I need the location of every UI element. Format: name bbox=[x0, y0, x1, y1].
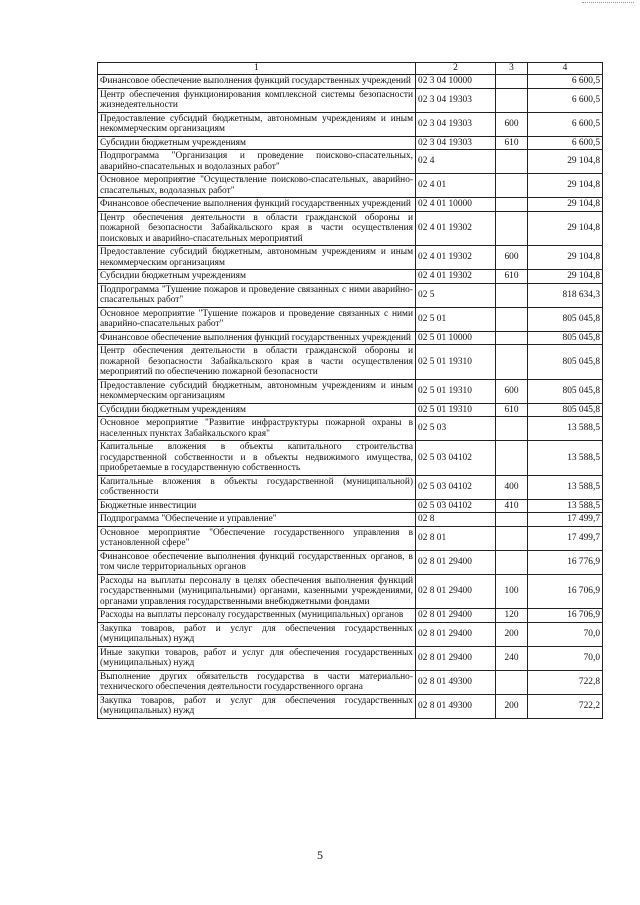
row-kvr: 400 bbox=[496, 475, 528, 499]
row-sum: 6 600,5 bbox=[528, 75, 603, 89]
header-col-4: 4 bbox=[528, 63, 603, 75]
row-sum: 805 045,8 bbox=[528, 379, 603, 403]
row-sum: 29 104,8 bbox=[528, 270, 603, 284]
table-row bbox=[98, 150, 603, 174]
row-sum: 805 045,8 bbox=[528, 403, 603, 417]
row-code: 02 8 01 29400 bbox=[416, 609, 496, 623]
table-row bbox=[98, 513, 603, 527]
row-kvr bbox=[496, 75, 528, 89]
row-name: Основное мероприятие "Осуществление поисково-спасательных, аварийно-спасательных, водолазных работ" bbox=[98, 174, 416, 198]
table-row bbox=[98, 694, 603, 718]
row-name: Основное мероприятие "Обеспечение государственного управления в установленной сфере" bbox=[98, 526, 416, 550]
row-code: 02 8 01 29400 bbox=[416, 574, 496, 609]
table-row bbox=[98, 136, 603, 150]
row-sum: 70,0 bbox=[528, 646, 603, 670]
row-kvr bbox=[496, 526, 528, 550]
row-sum: 13 588,5 bbox=[528, 417, 603, 441]
row-kvr bbox=[496, 670, 528, 694]
row-name: Основное мероприятие "Тушение пожаров и проведение связанных с ними аварийно-спасательных работ" bbox=[98, 307, 416, 331]
table-body bbox=[98, 75, 603, 719]
row-name: Закупка товаров, работ и услуг для обеспечения государственных (муниципальных) нужд bbox=[98, 694, 416, 718]
table-row bbox=[98, 379, 603, 403]
table-row bbox=[98, 670, 603, 694]
row-name: Предоставление субсидий бюджетным, автономным учреждениям и иным некоммерческим организациям bbox=[98, 246, 416, 270]
row-code: 02 4 01 bbox=[416, 174, 496, 198]
row-name: Расходы на выплаты персоналу государственных (муниципальных) органов bbox=[98, 609, 416, 623]
row-sum: 818 634,3 bbox=[528, 283, 603, 307]
row-name: Основное мероприятие "Развитие инфраструктуры пожарной охраны в населенных пунктах Забайкальского края" bbox=[98, 417, 416, 441]
row-kvr: 610 bbox=[496, 270, 528, 284]
row-code: 02 3 04 19303 bbox=[416, 88, 496, 112]
row-name: Подпрограмма "Тушение пожаров и проведение связанных с ними аварийно-спасательных работ" bbox=[98, 283, 416, 307]
row-code: 02 8 01 29400 bbox=[416, 550, 496, 574]
row-code: 02 5 bbox=[416, 283, 496, 307]
row-sum: 805 045,8 bbox=[528, 331, 603, 345]
row-sum: 13 588,5 bbox=[528, 475, 603, 499]
row-sum: 13 588,5 bbox=[528, 499, 603, 513]
row-kvr bbox=[496, 513, 528, 527]
row-sum: 13 588,5 bbox=[528, 441, 603, 476]
row-sum: 6 600,5 bbox=[528, 112, 603, 136]
row-kvr bbox=[496, 198, 528, 212]
table-row bbox=[98, 403, 603, 417]
row-sum: 29 104,8 bbox=[528, 246, 603, 270]
row-code: 02 5 01 19310 bbox=[416, 379, 496, 403]
row-code: 02 3 04 10000 bbox=[416, 75, 496, 89]
row-name: Субсидии бюджетным учреждениям bbox=[98, 270, 416, 284]
table-row bbox=[98, 475, 603, 499]
row-kvr bbox=[496, 417, 528, 441]
header-col-3: 3 bbox=[496, 63, 528, 75]
row-code: 02 8 bbox=[416, 513, 496, 527]
row-name: Субсидии бюджетным учреждениям bbox=[98, 136, 416, 150]
row-name: Закупка товаров, работ и услуг для обеспечения государственных (муниципальных) нужд bbox=[98, 622, 416, 646]
row-code: 02 5 01 bbox=[416, 307, 496, 331]
row-code: 02 5 01 19310 bbox=[416, 403, 496, 417]
row-kvr: 410 bbox=[496, 499, 528, 513]
row-code: 02 5 03 bbox=[416, 417, 496, 441]
row-kvr bbox=[496, 550, 528, 574]
row-kvr bbox=[496, 307, 528, 331]
row-code: 02 4 bbox=[416, 150, 496, 174]
table-row bbox=[98, 499, 603, 513]
row-kvr bbox=[496, 441, 528, 476]
table-row bbox=[98, 307, 603, 331]
row-name: Капитальные вложения в объекты капитального строительства государственной собственности и в объекты недвижимого имущества, приобретаемые в государственную собственность bbox=[98, 441, 416, 476]
row-code: 02 4 01 19302 bbox=[416, 246, 496, 270]
table-row bbox=[98, 345, 603, 380]
row-code: 02 8 01 49300 bbox=[416, 670, 496, 694]
corner-mark bbox=[582, 2, 634, 3]
table-row bbox=[98, 270, 603, 284]
row-sum: 16 706,9 bbox=[528, 574, 603, 609]
row-sum: 70,0 bbox=[528, 622, 603, 646]
row-kvr: 240 bbox=[496, 646, 528, 670]
table-row bbox=[98, 88, 603, 112]
table-row bbox=[98, 646, 603, 670]
row-code: 02 5 03 04102 bbox=[416, 475, 496, 499]
row-kvr bbox=[496, 283, 528, 307]
row-kvr bbox=[496, 88, 528, 112]
table-row bbox=[98, 622, 603, 646]
row-code: 02 5 03 04102 bbox=[416, 499, 496, 513]
row-kvr: 600 bbox=[496, 112, 528, 136]
row-code: 02 4 01 19302 bbox=[416, 211, 496, 246]
table-row bbox=[98, 246, 603, 270]
row-code: 02 5 03 04102 bbox=[416, 441, 496, 476]
row-code: 02 8 01 29400 bbox=[416, 646, 496, 670]
row-kvr bbox=[496, 150, 528, 174]
row-code: 02 3 04 19303 bbox=[416, 112, 496, 136]
row-name: Подпрограмма "Обеспечение и управление" bbox=[98, 513, 416, 527]
row-code: 02 5 01 19310 bbox=[416, 345, 496, 380]
page-number: 5 bbox=[317, 848, 323, 862]
row-sum: 722,8 bbox=[528, 670, 603, 694]
row-name: Предоставление субсидий бюджетным, автономным учреждениям и иным некоммерческим организациям bbox=[98, 379, 416, 403]
row-name: Финансовое обеспечение выполнения функций государственных органов, в том числе территориальных органов bbox=[98, 550, 416, 574]
table-row bbox=[98, 174, 603, 198]
row-name: Подпрограмма "Организация и проведение поисково-спасательных, аварийно-спасательных и водолазных работ" bbox=[98, 150, 416, 174]
table-row bbox=[98, 417, 603, 441]
row-kvr: 100 bbox=[496, 574, 528, 609]
row-name: Расходы на выплаты персоналу в целях обеспечения выполнения функций государственными (муниципальными) органами, казенными учреждениями, органами управления государственными внебюджетными фондами bbox=[98, 574, 416, 609]
row-name: Центр обеспечения функционирования комплексной системы безопасности жизнедеятельности bbox=[98, 88, 416, 112]
row-kvr bbox=[496, 174, 528, 198]
row-sum: 6 600,5 bbox=[528, 88, 603, 112]
table-row bbox=[98, 441, 603, 476]
row-sum: 6 600,5 bbox=[528, 136, 603, 150]
row-kvr bbox=[496, 331, 528, 345]
row-code: 02 8 01 49300 bbox=[416, 694, 496, 718]
row-name: Иные закупки товаров, работ и услуг для обеспечения государственных (муниципальных) нужд bbox=[98, 646, 416, 670]
table-row bbox=[98, 574, 603, 609]
table-row bbox=[98, 526, 603, 550]
row-name: Финансовое обеспечение выполнения функций государственных учреждений bbox=[98, 198, 416, 212]
row-sum: 16 706,9 bbox=[528, 609, 603, 623]
row-sum: 16 776,9 bbox=[528, 550, 603, 574]
row-name: Центр обеспечения деятельности в области гражданской обороны и пожарной безопасности Забайкальского края в части осуществления поисковых и аварийно-спасательных мероприятий bbox=[98, 211, 416, 246]
row-name: Финансовое обеспечение выполнения функций государственных учреждений bbox=[98, 75, 416, 89]
row-kvr bbox=[496, 345, 528, 380]
row-sum: 17 499,7 bbox=[528, 526, 603, 550]
row-sum: 29 104,8 bbox=[528, 174, 603, 198]
row-kvr bbox=[496, 211, 528, 246]
table-row bbox=[98, 211, 603, 246]
row-name: Бюджетные инвестиции bbox=[98, 499, 416, 513]
row-code: 02 8 01 29400 bbox=[416, 622, 496, 646]
row-name: Предоставление субсидий бюджетным, автономным учреждениям и иным некоммерческим организациям bbox=[98, 112, 416, 136]
row-kvr: 600 bbox=[496, 246, 528, 270]
row-sum: 29 104,8 bbox=[528, 211, 603, 246]
row-sum: 29 104,8 bbox=[528, 150, 603, 174]
row-sum: 17 499,7 bbox=[528, 513, 603, 527]
row-kvr: 120 bbox=[496, 609, 528, 623]
row-code: 02 4 01 10000 bbox=[416, 198, 496, 212]
row-name: Капитальные вложения в объекты государственной (муниципальной) собственности bbox=[98, 475, 416, 499]
row-code: 02 4 01 19302 bbox=[416, 270, 496, 284]
table-row bbox=[98, 550, 603, 574]
row-name: Субсидии бюджетным учреждениям bbox=[98, 403, 416, 417]
row-code: 02 3 04 19303 bbox=[416, 136, 496, 150]
table-row bbox=[98, 75, 603, 89]
row-name: Финансовое обеспечение выполнения функций государственных учреждений bbox=[98, 331, 416, 345]
row-kvr: 200 bbox=[496, 694, 528, 718]
table-row bbox=[98, 112, 603, 136]
row-sum: 722,2 bbox=[528, 694, 603, 718]
budget-table bbox=[97, 62, 603, 719]
row-name: Центр обеспечения деятельности в области гражданской обороны и пожарной безопасности Забайкальского края в части осуществления мероприятий по обеспечению пожарной безопасности bbox=[98, 345, 416, 380]
row-sum: 29 104,8 bbox=[528, 198, 603, 212]
header-col-2: 2 bbox=[416, 63, 496, 75]
row-code: 02 8 01 bbox=[416, 526, 496, 550]
table-row bbox=[98, 609, 603, 623]
table-row bbox=[98, 331, 603, 345]
table-row bbox=[98, 198, 603, 212]
header-col-1: 1 bbox=[98, 63, 416, 75]
row-kvr: 600 bbox=[496, 379, 528, 403]
row-sum: 805 045,8 bbox=[528, 345, 603, 380]
table-row bbox=[98, 283, 603, 307]
row-kvr: 610 bbox=[496, 136, 528, 150]
row-name: Выполнение других обязательств государства в части материально-технического обеспечения деятельности государственного органа bbox=[98, 670, 416, 694]
table-header-row bbox=[98, 63, 603, 75]
row-sum: 805 045,8 bbox=[528, 307, 603, 331]
row-kvr: 200 bbox=[496, 622, 528, 646]
row-code: 02 5 01 10000 bbox=[416, 331, 496, 345]
row-kvr: 610 bbox=[496, 403, 528, 417]
